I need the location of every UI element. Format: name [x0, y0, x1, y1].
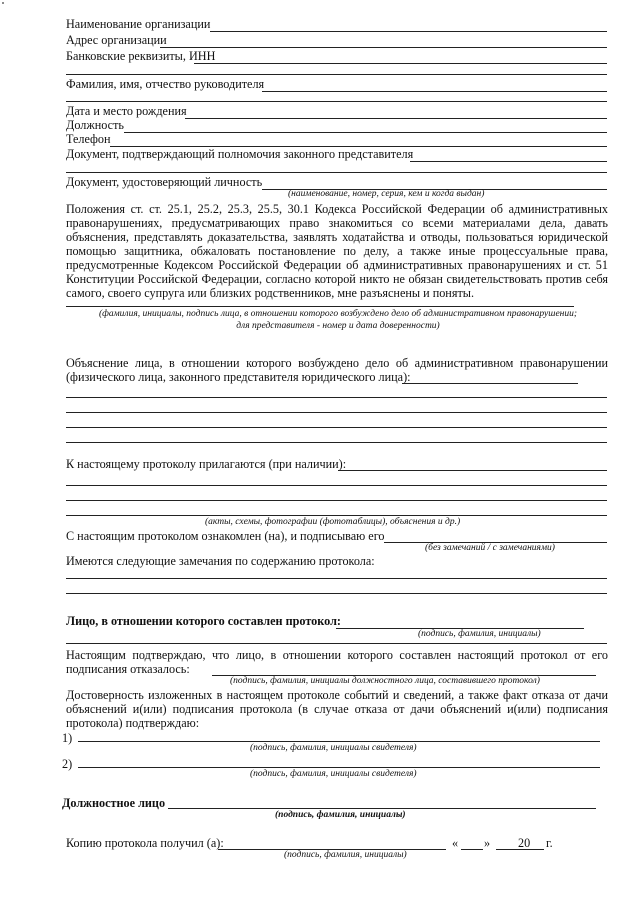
copy-date-open: « [452, 836, 459, 850]
rights-line: помощью защитника, обжаловать постановление по делу, а также иные процессуальные права, [66, 244, 608, 258]
rights-line: Конституции Российской Федерации, согласно которой никто не обязан свидетельствовать против себя [66, 272, 608, 286]
explanation-line-1: Объяснение лица, в отношении которого возбуждено дело об административном правонарушении [66, 356, 608, 370]
witness-2-caption: (подпись, фамилия, инициалы свидетеля) [250, 769, 417, 779]
phone-label: Телефон [66, 132, 111, 146]
witness-1-line[interactable] [78, 741, 600, 742]
explanation-line[interactable] [66, 427, 607, 428]
attachments-line[interactable] [66, 515, 607, 516]
refusal-line-1: Настоящим подтверждаю, что лицо, в отношении которого составлен настоящий протокол от его [66, 648, 608, 662]
rights-caption-line-2: для представителя - номер и дата доверенности) [236, 321, 440, 331]
rights-line: объяснения, представлять доказательства, заявлять ходатайства и отводы, пользоваться юридической [66, 230, 608, 244]
copy-year-suffix: г. [546, 836, 553, 850]
witness-1-caption: (подпись, фамилия, инициалы свидетеля) [250, 743, 417, 753]
authority-doc-label: Документ, подтверждающий полномочия законного представителя [66, 147, 414, 161]
bank-details-label: Банковские реквизиты, ИНН [66, 49, 216, 63]
position-label: Должность [66, 118, 124, 132]
bank-details-line-2[interactable] [66, 74, 607, 75]
refusal-caption: (подпись, фамилия, инициалы должностного лица, составившего протокол) [230, 676, 540, 686]
explanation-line[interactable] [66, 442, 607, 443]
birth-line[interactable] [185, 118, 607, 119]
org-name-line[interactable] [210, 31, 607, 32]
id-doc-caption: (наименование, номер, серия, кем и когда выдан) [288, 189, 485, 199]
copy-date-close: » [484, 836, 491, 850]
id-doc-label: Документ, удостоверяющий личность [66, 175, 263, 189]
copy-year-field[interactable] [532, 849, 544, 850]
subject-line-2[interactable] [66, 643, 607, 644]
official-label: Должностное лицо [62, 796, 166, 810]
birth-label: Дата и место рождения [66, 104, 187, 118]
acquainted-caption: (без замечаний / с замечаниями) [425, 543, 555, 553]
explanation-paragraph [66, 356, 608, 398]
official-signature-line[interactable] [168, 808, 596, 809]
witness-1-number: 1) [62, 731, 73, 745]
copy-day-field[interactable] [461, 849, 483, 850]
witness-paragraph [66, 688, 608, 744]
authority-doc-line[interactable] [410, 161, 607, 162]
explanation-line-2: (физического лица, законного представителя юридического лица): [66, 370, 411, 384]
attachments-line[interactable] [66, 485, 607, 486]
attachments-line[interactable] [66, 500, 607, 501]
remarks-line[interactable] [66, 578, 607, 579]
witness-line: объяснений и(или) подписания протокола (в случае отказа от дачи объяснений и(или) подписания [66, 702, 608, 716]
copy-label: Копию протокола получил (а): [66, 836, 224, 850]
rights-signature-line[interactable] [66, 306, 574, 307]
witness-line: протокола) подтверждаю: [66, 716, 200, 730]
copy-year-prefix: 20 [518, 836, 531, 850]
subject-label: Лицо, в отношении которого составлен протокол: [66, 614, 341, 628]
org-name-label: Наименование организации [66, 17, 211, 31]
attachments-caption: (акты, схемы, фотографии (фототаблицы), объяснения и др.) [205, 517, 461, 527]
rights-line: правонарушениях, предусматривающих право знакомиться со всеми материалами дела, давать [66, 216, 608, 230]
explanation-line[interactable] [66, 412, 607, 413]
acquainted-label: С настоящим протоколом ознакомлен (на), и подписываю его [66, 529, 385, 543]
scan-speck [2, 2, 4, 4]
copy-caption: (подпись, фамилия, инициалы) [284, 850, 407, 860]
official-caption: (подпись, фамилия, инициалы) [275, 810, 406, 820]
rights-line: Положения ст. ст. 25.1, 25.2, 25.3, 25.5, 30.1 Кодекса Российской Федерации об административных [66, 202, 608, 216]
rights-line: самого, своего супруга или близких родственников, мне разъяснены и поняты. [66, 286, 474, 300]
position-line[interactable] [124, 132, 607, 133]
head-name-line[interactable] [262, 91, 607, 92]
rights-paragraph [66, 202, 608, 314]
witness-2-line[interactable] [78, 767, 600, 768]
org-address-label: Адрес организации [66, 33, 167, 47]
explanation-line[interactable] [66, 397, 607, 398]
witness-line: Достоверность изложенных в настоящем протоколе событий и сведений, а также факт отказа от дачи [66, 688, 608, 702]
bank-details-line[interactable] [194, 63, 607, 64]
org-address-line[interactable] [160, 47, 607, 48]
head-name-line-2[interactable] [66, 101, 607, 102]
remarks-label: Имеются следующие замечания по содержанию протокола: [66, 554, 375, 568]
witness-2-number: 2) [62, 757, 73, 771]
rights-line: предусмотренные Кодексом Российской Федерации об административных правонарушениях и ст. 51 [66, 258, 608, 272]
rights-caption-line-1: (фамилия, инициалы, подпись лица, в отношении которого возбуждено дело об административном правонарушении; [98, 309, 578, 319]
rights-caption [40, 308, 636, 332]
head-name-label: Фамилия, имя, отчество руководителя [66, 77, 265, 91]
explanation-line[interactable] [402, 383, 578, 384]
refusal-line-2: подписания отказалось: [66, 662, 190, 676]
subject-caption: (подпись, фамилия, инициалы) [418, 629, 541, 639]
attachments-line[interactable] [338, 470, 607, 471]
attachments-label: К настоящему протоколу прилагаются (при наличии): [66, 457, 347, 471]
authority-doc-line-2[interactable] [66, 172, 607, 173]
remarks-line[interactable] [66, 593, 607, 594]
